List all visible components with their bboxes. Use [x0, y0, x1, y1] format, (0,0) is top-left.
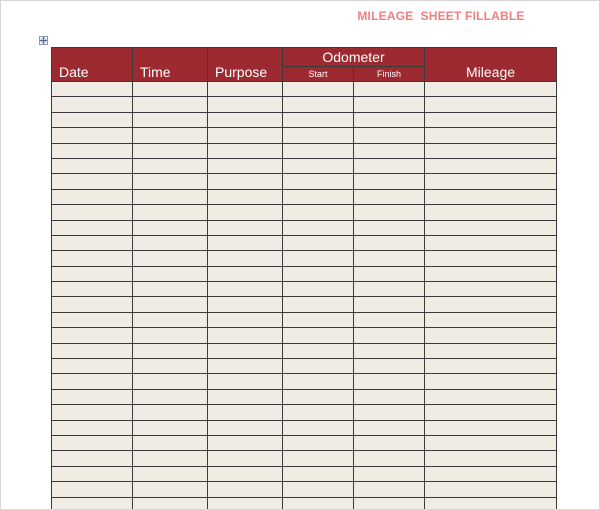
- purpose-cell[interactable]: [208, 143, 283, 158]
- odometer-start-cell[interactable]: [283, 174, 354, 189]
- odometer-start-cell[interactable]: [283, 435, 354, 450]
- purpose-cell[interactable]: [208, 97, 283, 112]
- date-cell[interactable]: [52, 497, 133, 510]
- mileage-cell[interactable]: [425, 420, 557, 435]
- odometer-finish-cell[interactable]: [354, 297, 425, 312]
- time-cell[interactable]: [133, 451, 208, 466]
- time-cell[interactable]: [133, 97, 208, 112]
- odometer-start-cell[interactable]: [283, 128, 354, 143]
- purpose-cell[interactable]: [208, 405, 283, 420]
- header-mileage: Mileage: [425, 48, 557, 82]
- date-cell[interactable]: [52, 143, 133, 158]
- time-cell[interactable]: [133, 251, 208, 266]
- mileage-cell[interactable]: [425, 266, 557, 281]
- purpose-cell[interactable]: [208, 112, 283, 127]
- mileage-cell[interactable]: [425, 297, 557, 312]
- table-row: [52, 312, 557, 327]
- table-row: [52, 205, 557, 220]
- odometer-start-cell[interactable]: [283, 266, 354, 281]
- odometer-finish-cell[interactable]: [354, 128, 425, 143]
- mileage-log-table: [51, 47, 557, 510]
- purpose-cell[interactable]: [208, 220, 283, 235]
- table-row: [52, 82, 557, 97]
- purpose-cell[interactable]: [208, 482, 283, 497]
- table-row: [52, 189, 557, 204]
- odometer-start-cell[interactable]: [283, 420, 354, 435]
- odometer-finish-cell[interactable]: [354, 328, 425, 343]
- odometer-finish-cell[interactable]: [354, 220, 425, 235]
- mileage-cell[interactable]: [425, 451, 557, 466]
- mileage-cell[interactable]: [425, 128, 557, 143]
- odometer-finish-cell[interactable]: [354, 251, 425, 266]
- odometer-start-cell[interactable]: [283, 112, 354, 127]
- date-cell[interactable]: [52, 97, 133, 112]
- date-cell[interactable]: [52, 297, 133, 312]
- purpose-cell[interactable]: [208, 466, 283, 481]
- mileage-cell[interactable]: [425, 435, 557, 450]
- table-row: [52, 328, 557, 343]
- header-odometer-finish: Finish: [354, 66, 425, 81]
- odometer-finish-cell[interactable]: [354, 451, 425, 466]
- odometer-start-cell[interactable]: [283, 158, 354, 173]
- odometer-start-cell[interactable]: [283, 328, 354, 343]
- date-cell[interactable]: [52, 328, 133, 343]
- time-cell[interactable]: [133, 359, 208, 374]
- purpose-cell[interactable]: [208, 359, 283, 374]
- odometer-finish-cell[interactable]: [354, 420, 425, 435]
- mileage-cell[interactable]: [425, 282, 557, 297]
- time-cell[interactable]: [133, 112, 208, 127]
- mileage-cell[interactable]: [425, 312, 557, 327]
- mileage-cell[interactable]: [425, 374, 557, 389]
- time-cell[interactable]: [133, 282, 208, 297]
- time-cell[interactable]: [133, 189, 208, 204]
- odometer-finish-cell[interactable]: [354, 282, 425, 297]
- table-row: [52, 112, 557, 127]
- time-cell[interactable]: [133, 328, 208, 343]
- odometer-start-cell[interactable]: [283, 220, 354, 235]
- odometer-finish-cell[interactable]: [354, 343, 425, 358]
- odometer-finish-cell[interactable]: [354, 174, 425, 189]
- purpose-cell[interactable]: [208, 328, 283, 343]
- table-row: [52, 482, 557, 497]
- header-odometer-start: Start: [283, 66, 354, 81]
- table-row: [52, 435, 557, 450]
- date-cell[interactable]: [52, 112, 133, 127]
- mileage-cell[interactable]: [425, 158, 557, 173]
- mileage-cell[interactable]: [425, 343, 557, 358]
- odometer-start-cell[interactable]: [283, 97, 354, 112]
- table-row: [52, 174, 557, 189]
- table-row: [52, 497, 557, 510]
- mileage-cell[interactable]: [425, 143, 557, 158]
- date-cell[interactable]: [52, 389, 133, 404]
- table-row: [52, 466, 557, 481]
- mileage-cell[interactable]: [425, 174, 557, 189]
- purpose-cell[interactable]: [208, 343, 283, 358]
- odometer-start-cell[interactable]: [283, 143, 354, 158]
- mileage-cell[interactable]: [425, 405, 557, 420]
- odometer-finish-cell[interactable]: [354, 82, 425, 97]
- odometer-start-cell[interactable]: [283, 497, 354, 510]
- odometer-start-cell[interactable]: [283, 235, 354, 250]
- odometer-finish-cell[interactable]: [354, 189, 425, 204]
- date-cell[interactable]: [52, 451, 133, 466]
- purpose-cell[interactable]: [208, 82, 283, 97]
- table-row: [52, 266, 557, 281]
- odometer-finish-cell[interactable]: [354, 235, 425, 250]
- purpose-cell[interactable]: [208, 497, 283, 510]
- document-title: MILEAGE SHEET FILLABLE: [357, 9, 525, 23]
- purpose-cell[interactable]: [208, 266, 283, 281]
- table-row: [52, 359, 557, 374]
- mileage-cell[interactable]: [425, 112, 557, 127]
- purpose-cell[interactable]: [208, 297, 283, 312]
- purpose-cell[interactable]: [208, 205, 283, 220]
- odometer-start-cell[interactable]: [283, 343, 354, 358]
- date-cell[interactable]: [52, 374, 133, 389]
- odometer-finish-cell[interactable]: [354, 112, 425, 127]
- odometer-start-cell[interactable]: [283, 374, 354, 389]
- odometer-start-cell[interactable]: [283, 251, 354, 266]
- date-cell[interactable]: [52, 205, 133, 220]
- table-row: [52, 405, 557, 420]
- header-time: Time: [133, 48, 208, 82]
- table-row: [52, 343, 557, 358]
- date-cell[interactable]: [52, 282, 133, 297]
- odometer-start-cell[interactable]: [283, 405, 354, 420]
- time-cell[interactable]: [133, 497, 208, 510]
- table-row: [52, 251, 557, 266]
- table-move-handle[interactable]: [39, 36, 48, 45]
- date-cell[interactable]: [52, 158, 133, 173]
- time-cell[interactable]: [133, 235, 208, 250]
- purpose-cell[interactable]: [208, 128, 283, 143]
- purpose-cell[interactable]: [208, 251, 283, 266]
- odometer-start-cell[interactable]: [283, 466, 354, 481]
- date-cell[interactable]: [52, 435, 133, 450]
- odometer-finish-cell[interactable]: [354, 466, 425, 481]
- date-cell[interactable]: [52, 312, 133, 327]
- time-cell[interactable]: [133, 482, 208, 497]
- odometer-finish-cell[interactable]: [354, 435, 425, 450]
- table-header: [52, 48, 557, 82]
- header-odometer: Odometer: [283, 48, 425, 67]
- date-cell[interactable]: [52, 235, 133, 250]
- mileage-cell[interactable]: [425, 97, 557, 112]
- table-row: [52, 220, 557, 235]
- mileage-cell[interactable]: [425, 82, 557, 97]
- mileage-cell[interactable]: [425, 205, 557, 220]
- odometer-start-cell[interactable]: [283, 205, 354, 220]
- odometer-finish-cell[interactable]: [354, 497, 425, 510]
- date-cell[interactable]: [52, 174, 133, 189]
- purpose-cell[interactable]: [208, 174, 283, 189]
- purpose-cell[interactable]: [208, 282, 283, 297]
- odometer-finish-cell[interactable]: [354, 405, 425, 420]
- date-cell[interactable]: [52, 266, 133, 281]
- time-cell[interactable]: [133, 343, 208, 358]
- odometer-start-cell[interactable]: [283, 189, 354, 204]
- date-cell[interactable]: [52, 405, 133, 420]
- odometer-finish-cell[interactable]: [354, 266, 425, 281]
- time-cell[interactable]: [133, 435, 208, 450]
- odometer-start-cell[interactable]: [283, 82, 354, 97]
- time-cell[interactable]: [133, 82, 208, 97]
- time-cell[interactable]: [133, 158, 208, 173]
- move-arrows-icon: [40, 37, 47, 44]
- mileage-cell[interactable]: [425, 328, 557, 343]
- odometer-start-cell[interactable]: [283, 312, 354, 327]
- header-date: Date: [52, 48, 133, 82]
- purpose-cell[interactable]: [208, 451, 283, 466]
- time-cell[interactable]: [133, 389, 208, 404]
- mileage-cell[interactable]: [425, 251, 557, 266]
- table-row: [52, 297, 557, 312]
- date-cell[interactable]: [52, 420, 133, 435]
- date-cell[interactable]: [52, 482, 133, 497]
- table-body: [52, 82, 557, 510]
- date-cell[interactable]: [52, 466, 133, 481]
- time-cell[interactable]: [133, 312, 208, 327]
- table-row: [52, 235, 557, 250]
- purpose-cell[interactable]: [208, 389, 283, 404]
- purpose-cell[interactable]: [208, 374, 283, 389]
- mileage-cell[interactable]: [425, 220, 557, 235]
- odometer-finish-cell[interactable]: [354, 205, 425, 220]
- odometer-finish-cell[interactable]: [354, 158, 425, 173]
- date-cell[interactable]: [52, 82, 133, 97]
- mileage-cell[interactable]: [425, 497, 557, 510]
- odometer-finish-cell[interactable]: [354, 97, 425, 112]
- mileage-cell[interactable]: [425, 189, 557, 204]
- table-row: [52, 158, 557, 173]
- time-cell[interactable]: [133, 174, 208, 189]
- odometer-finish-cell[interactable]: [354, 389, 425, 404]
- mileage-cell[interactable]: [425, 389, 557, 404]
- time-cell[interactable]: [133, 128, 208, 143]
- date-cell[interactable]: [52, 343, 133, 358]
- odometer-finish-cell[interactable]: [354, 482, 425, 497]
- date-cell[interactable]: [52, 359, 133, 374]
- odometer-start-cell[interactable]: [283, 297, 354, 312]
- table-row: [52, 97, 557, 112]
- table-row: [52, 143, 557, 158]
- table-row: [52, 420, 557, 435]
- purpose-cell[interactable]: [208, 435, 283, 450]
- odometer-start-cell[interactable]: [283, 482, 354, 497]
- odometer-finish-cell[interactable]: [354, 374, 425, 389]
- mileage-cell[interactable]: [425, 235, 557, 250]
- header-purpose: Purpose: [208, 48, 283, 82]
- purpose-cell[interactable]: [208, 235, 283, 250]
- purpose-cell[interactable]: [208, 158, 283, 173]
- time-cell[interactable]: [133, 205, 208, 220]
- odometer-start-cell[interactable]: [283, 389, 354, 404]
- odometer-finish-cell[interactable]: [354, 143, 425, 158]
- odometer-finish-cell[interactable]: [354, 312, 425, 327]
- time-cell[interactable]: [133, 143, 208, 158]
- odometer-start-cell[interactable]: [283, 282, 354, 297]
- time-cell[interactable]: [133, 420, 208, 435]
- date-cell[interactable]: [52, 220, 133, 235]
- date-cell[interactable]: [52, 128, 133, 143]
- table-row: [52, 451, 557, 466]
- time-cell[interactable]: [133, 466, 208, 481]
- mileage-cell[interactable]: [425, 466, 557, 481]
- date-cell[interactable]: [52, 189, 133, 204]
- purpose-cell[interactable]: [208, 312, 283, 327]
- date-cell[interactable]: [52, 251, 133, 266]
- time-cell[interactable]: [133, 220, 208, 235]
- time-cell[interactable]: [133, 297, 208, 312]
- time-cell[interactable]: [133, 374, 208, 389]
- purpose-cell[interactable]: [208, 189, 283, 204]
- purpose-cell[interactable]: [208, 420, 283, 435]
- mileage-cell[interactable]: [425, 359, 557, 374]
- table-row: [52, 282, 557, 297]
- time-cell[interactable]: [133, 266, 208, 281]
- table-row: [52, 389, 557, 404]
- odometer-finish-cell[interactable]: [354, 359, 425, 374]
- table-row: [52, 374, 557, 389]
- table-row: [52, 128, 557, 143]
- time-cell[interactable]: [133, 405, 208, 420]
- mileage-cell[interactable]: [425, 482, 557, 497]
- odometer-start-cell[interactable]: [283, 359, 354, 374]
- odometer-start-cell[interactable]: [283, 451, 354, 466]
